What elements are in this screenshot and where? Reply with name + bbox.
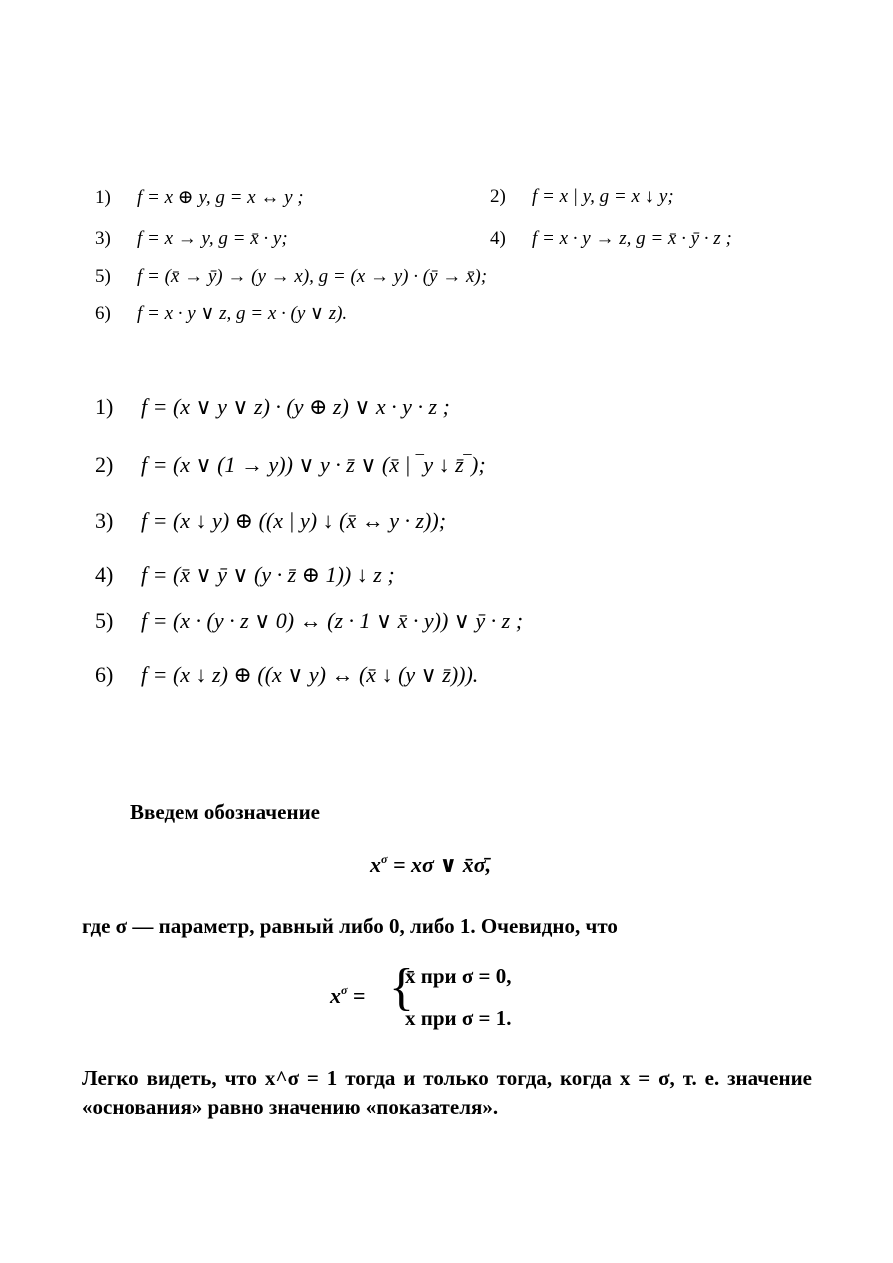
cases-brace: {	[389, 959, 414, 1016]
formula: f = x · y → z, g = x̄ · ȳ · z ;	[532, 228, 732, 249]
eq-superscript: σ	[381, 852, 388, 866]
where-text: где σ — параметр, равный либо 0, либо 1. Очевидно, что	[82, 914, 618, 938]
exercise-item	[95, 608, 523, 634]
item-number: 5)	[95, 608, 114, 633]
formula: f = (x ↓ y) ⊕ ((x | y) ↓ (x̄ ↔ y · z));	[141, 508, 447, 533]
exercise-item	[95, 662, 478, 688]
exercise-item	[95, 186, 304, 209]
item-number: 3)	[95, 508, 114, 533]
formula: f = x → y, g = x̄ · y;	[137, 228, 288, 249]
cases-x: x	[330, 983, 341, 1008]
item-number: 2)	[490, 186, 506, 207]
formula: f = x | y, g = x ↓ y;	[532, 186, 674, 207]
eq-lhs: x	[370, 852, 381, 877]
formula: f = (x̄ → ȳ) → (y → x), g = (x → y) · (ȳ → x̄);	[137, 266, 488, 287]
case-line-1: x̄ при σ = 0,	[405, 964, 512, 988]
intro-text: Введем обозначение	[130, 800, 320, 824]
exercise-item	[95, 394, 450, 420]
item-number: 2)	[95, 452, 114, 477]
conclusion-text: Легко видеть, что x^σ = 1 тогда и только тогда, когда x = σ, т. е. значение «основания» равно значению «показателя».	[82, 1066, 812, 1119]
exercise-item	[95, 228, 288, 250]
formula: f = (x ∨ y ∨ z) · (y ⊕ z) ∨ x · y · z ;	[141, 394, 450, 419]
exercise-item	[490, 228, 732, 250]
cases-lhs	[330, 983, 366, 1009]
item-number: 4)	[95, 562, 114, 587]
item-number: 5)	[95, 266, 111, 287]
item-number: 6)	[95, 662, 114, 687]
cases-superscript: σ	[341, 983, 348, 997]
formula: f = (x ∨ (1 → y)) ∨ y · z̄ ∨ (x̄ | ‾y ↓ z̄‾);	[141, 452, 486, 477]
case-line-2: x при σ = 1.	[405, 1006, 512, 1030]
exercise-item	[95, 302, 347, 325]
item-number: 4)	[490, 228, 506, 249]
formula: f = (x̄ ∨ ȳ ∨ (y · z̄ ⊕ 1)) ↓ z ;	[141, 562, 395, 587]
formula: f = (x · (y · z ∨ 0) ↔ (z · 1 ∨ x̄ · y)) ∨ ȳ · z ;	[141, 608, 524, 633]
exercise-item	[95, 508, 446, 534]
definition-equation	[370, 852, 491, 878]
formula: f = x ⊕ y, g = x ↔ y ;	[137, 187, 304, 208]
eq-rhs: = xσ ∨ x̄σ̄,	[392, 852, 492, 877]
exercise-item	[95, 562, 395, 588]
item-number: 3)	[95, 228, 111, 249]
formula: f = x · y ∨ z, g = x · (y ∨ z).	[137, 303, 348, 324]
cases-eq: =	[352, 983, 366, 1008]
item-number: 6)	[95, 303, 111, 324]
exercise-item	[95, 266, 487, 288]
exercise-item	[95, 452, 486, 478]
item-number: 1)	[95, 394, 114, 419]
item-number: 1)	[95, 187, 111, 208]
exercise-item	[490, 186, 674, 208]
formula: f = (x ↓ z) ⊕ ((x ∨ y) ↔ (x̄ ↓ (y ∨ z̄))).	[141, 662, 479, 687]
